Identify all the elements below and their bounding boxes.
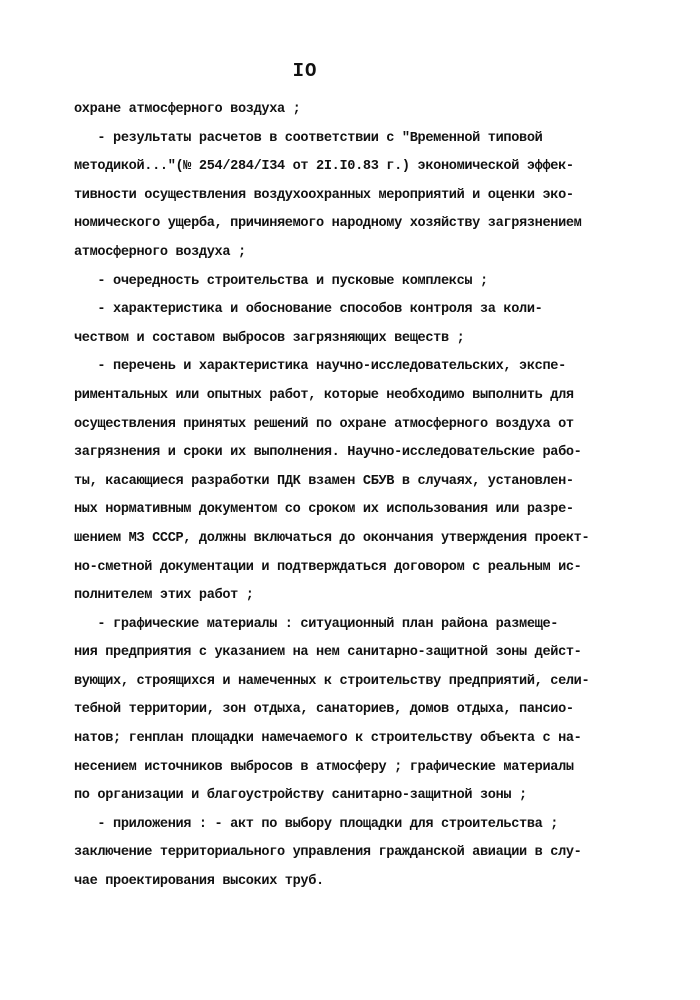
text-line: осуществления принятых решений по охране атмосферного воздуха от: [74, 416, 574, 432]
text-line: чеством и составом выбросов загрязняющих веществ ;: [74, 330, 465, 346]
text-line: - графические материалы : ситуационный план района размеще-: [74, 616, 559, 632]
text-line: несением источников выбросов в атмосферу ; графические материалы: [74, 759, 574, 775]
text-line: тивности осуществления воздухоохранных мероприятий и оценки эко-: [74, 187, 574, 203]
text-line: охране атмосферного воздуха ;: [74, 102, 301, 117]
page-number: IO: [292, 60, 318, 82]
text-line: вующих, строящихся и намеченных к строительству предприятий, сели-: [74, 673, 590, 689]
text-line: чае проектирования высоких труб.: [74, 874, 324, 890]
text-line: заключение территориального управления гражданской авиации в слу-: [74, 845, 582, 861]
text-line: ных нормативным документом со сроком их использования или разре-: [74, 502, 574, 518]
text-line: ты, касающиеся разработки ПДК взамен СБУВ в случаях, установлен-: [74, 473, 574, 489]
text-line: - приложения : - акт по выбору площадки для строительства ;: [74, 816, 559, 832]
text-line: риментальных или опытных работ, которые необходимо выполнить для: [74, 387, 574, 403]
text-line: методикой..."(№ 254/284/I34 от 2I.I0.83 г.) экономической эффек-: [74, 159, 574, 175]
text-line: по организации и благоустройству санитарно-защитной зоны ;: [74, 788, 527, 804]
text-line: атмосферного воздуха ;: [74, 244, 246, 260]
text-line: - характеристика и обоснование способов контроля за коли-: [74, 302, 543, 318]
text-line: - результаты расчетов в соответствии с "Временной типовой: [74, 130, 543, 146]
text-line: но-сметной документации и подтверждаться договором с реальным ис-: [74, 559, 582, 575]
text-line: - перечень и характеристика научно-исследовательских, экспе-: [74, 359, 566, 375]
text-line: натов; генплан площадки намечаемого к строительству объекта с на-: [74, 731, 582, 747]
text-line: - очередность строительства и пусковые комплексы ;: [74, 273, 488, 289]
text-line: загрязнения и сроки их выполнения. Научно-исследовательские рабо-: [74, 445, 582, 461]
document-body: [74, 96, 644, 897]
text-line: ния предприятия с указанием на нем санитарно-защитной зоны дейст-: [74, 645, 582, 661]
text-line: полнителем этих работ ;: [74, 588, 254, 604]
text-line: шением МЗ СССР, должны включаться до окончания утверждения проект-: [74, 530, 590, 546]
text-line: тебной территории, зон отдыха, санаториев, домов отдыха, пансио-: [74, 702, 574, 718]
text-line: номического ущерба, причиняемого народному хозяйству загрязнением: [74, 216, 582, 232]
